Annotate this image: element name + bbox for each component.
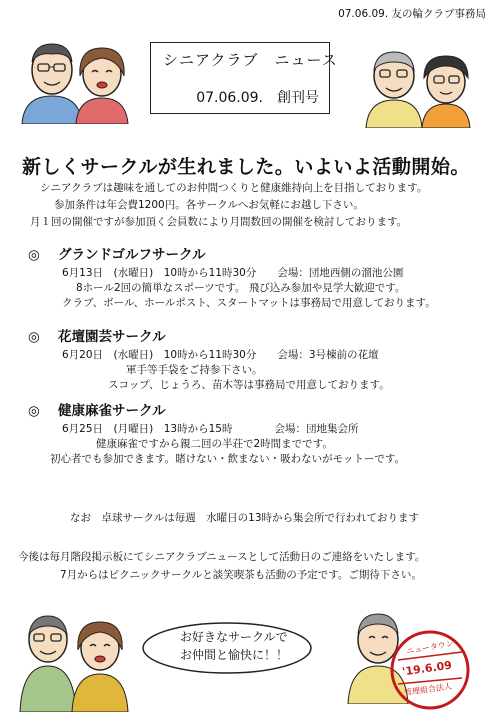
section-mahjong — [28, 404, 405, 467]
stamp-top-text: ニュータウン — [405, 638, 455, 657]
double-circle-icon: ◎ — [28, 403, 40, 419]
intro-line: 月１回の開催ですが参加頂く会員数により月間数回の開催を検討しております。 — [30, 216, 408, 228]
elderly-couple-illustration-left — [14, 32, 140, 124]
section-line: 軍手等手袋をご持参下さい。 — [126, 364, 263, 376]
bubble-text — [180, 628, 288, 664]
intro-paragraph — [30, 180, 427, 231]
section-line: クラブ、ボール、ホールポスト、スタートマットは事務局で用意しております。 — [62, 297, 436, 309]
section-title: ◎ 健康麻雀サークル — [28, 403, 166, 419]
section-line: 6月20日 (水曜日) 10時から11時30分 会場：3号棟前の花壇 — [62, 349, 379, 361]
closing-line: 7月からはピクニックサークルと談笑喫茶も活動の予定です。ご期待下さい。 — [60, 569, 422, 581]
header-meta: 07.06.09. 友の輪クラブ事務局 — [338, 8, 486, 20]
bubble-line: お仲間と愉快に！！ — [180, 648, 289, 662]
elderly-couple-illustration-bottom — [12, 604, 136, 712]
section-line: 6月25日 (月曜日) 13時から15時 会場：団地集会所 — [62, 423, 359, 435]
elderly-couple-illustration-right — [352, 38, 482, 128]
approval-stamp — [388, 628, 472, 712]
bubble-line: お好きなサークルで — [180, 630, 288, 644]
table-tennis-note: なお 卓球サークルは毎週 水曜日の13時から集会所で行われております — [70, 512, 420, 524]
section-flower-garden — [28, 330, 390, 393]
section-title: ◎ 花壇園芸サークル — [28, 329, 166, 345]
section-line: 8ホール2回の簡単なスポーツです。 飛び込み参加や見学大歓迎です。 — [76, 282, 406, 294]
intro-line: シニアクラブは趣味を通してのお仲間つくりと健康維持向上を目指しております。 — [40, 182, 428, 194]
section-line: 健康麻雀ですから親二回の半荘で2時間までです。 — [96, 438, 333, 450]
double-circle-icon: ◎ — [28, 329, 40, 345]
closing-paragraph — [18, 548, 425, 584]
section-line: スコップ、じょうろ、苗木等は事務局で用意しております。 — [108, 379, 390, 391]
section-title: ◎ グランドゴルフサークル — [28, 247, 206, 263]
newsletter-title: シニアクラブ ニュース — [163, 51, 338, 69]
speech-bubble — [140, 620, 315, 676]
double-circle-icon: ◎ — [28, 247, 40, 263]
newsletter-title-box — [150, 42, 338, 114]
section-line: 初心者でも参加できます。賭けない・飲まない・吸わないがモットーです。 — [50, 453, 406, 465]
issue-label: 07.06.09. 創刊号 — [196, 90, 319, 106]
section-grand-golf — [28, 248, 436, 311]
intro-line: 参加条件は年会費1200円。各サークルへお気軽にお越し下さい。 — [54, 199, 364, 211]
closing-line: 今後は毎月階段掲示板にてシニアクラブニュースとして活動日のご連絡をいたします。 — [18, 551, 426, 563]
section-line: 6月13日 (水曜日) 10時から11時30分 会場：団地西側の溜池公園 — [62, 267, 404, 279]
stamp-bottom-text: 管理組合法人 — [403, 681, 453, 698]
stamp-date: '19.6.09 — [401, 658, 453, 679]
headline: 新しくサークルが生れました。いよいよ活動開始。 — [22, 156, 470, 178]
